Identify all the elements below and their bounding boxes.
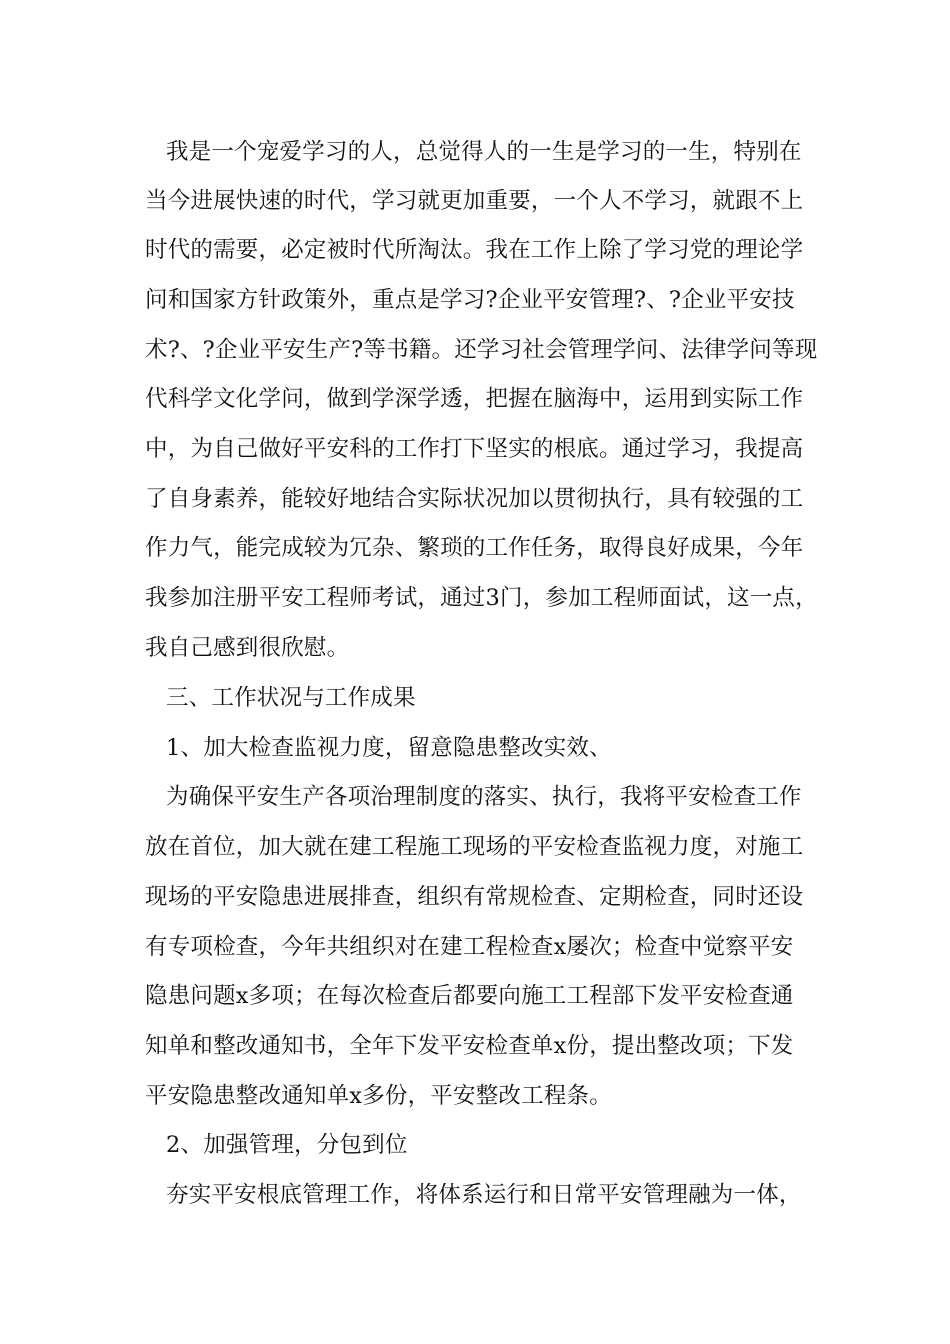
paragraph-line: 为确保平安生产各项治理制度的落实、执行，我将平安检查工作	[166, 784, 802, 810]
paragraph-line: 我参加注册平安工程师考试，通过3门，参加工程师面试，这一点，	[145, 585, 818, 611]
paragraph-line: 平安隐患整改通知单x多份，平安整改工程条。	[145, 1083, 612, 1109]
paragraph-line: 时代的需要，必定被时代所淘汰。我在工作上除了学习党的理论学	[145, 237, 804, 263]
paragraph-line: 夯实平安根底管理工作，将体系运行和日常平安管理融为一体，	[166, 1182, 802, 1208]
paragraph-line: 中，为自己做好平安科的工作打下坚实的根底。通过学习，我提高	[145, 436, 804, 462]
paragraph-line: 代科学文化学问，做到学深学透，把握在脑海中，运用到实际工作	[145, 386, 804, 412]
paragraph-line: 问和国家方针政策外，重点是学习?企业平安管理?、?企业平安技	[145, 287, 795, 313]
paragraph-line: 作力气，能完成较为冗杂、繁琐的工作任务，取得良好成果，今年	[145, 535, 804, 561]
paragraph-line: 术?、?企业平安生产?等书籍。还学习社会管理学问、法律学问等现	[145, 337, 818, 363]
paragraph-line: 有专项检查，今年共组织对在建工程检查x屡次；检查中觉察平安	[145, 934, 794, 960]
paragraph-line: 我自己感到很欣慰。	[145, 635, 350, 661]
paragraph-line: 隐患问题x多项；在每次检查后都要向施工工程部下发平安检查通	[145, 983, 794, 1009]
subsection-heading: 2、加强管理，分包到位	[166, 1132, 408, 1158]
paragraph-line: 知单和整改通知书，全年下发平安检查单x份，提出整改项；下发	[145, 1033, 794, 1059]
paragraph-line: 放在首位，加大就在建工程施工现场的平安检查监视力度，对施工	[145, 834, 804, 860]
paragraph-line: 了自身素养，能较好地结合实际状况加以贯彻执行，具有较强的工	[145, 486, 804, 512]
section-heading: 三、工作状况与工作成果	[166, 685, 416, 711]
paragraph-line: 当今进展快速的时代，学习就更加重要，一个人不学习，就跟不上	[145, 188, 804, 214]
paragraph-line: 现场的平安隐患进展排查，组织有常规检查、定期检查，同时还设	[145, 884, 804, 910]
paragraph-line: 我是一个宠爱学习的人，总觉得人的一生是学习的一生，特别在	[166, 139, 802, 165]
subsection-heading: 1、加大检查监视力度，留意隐患整改实效、	[166, 735, 612, 761]
